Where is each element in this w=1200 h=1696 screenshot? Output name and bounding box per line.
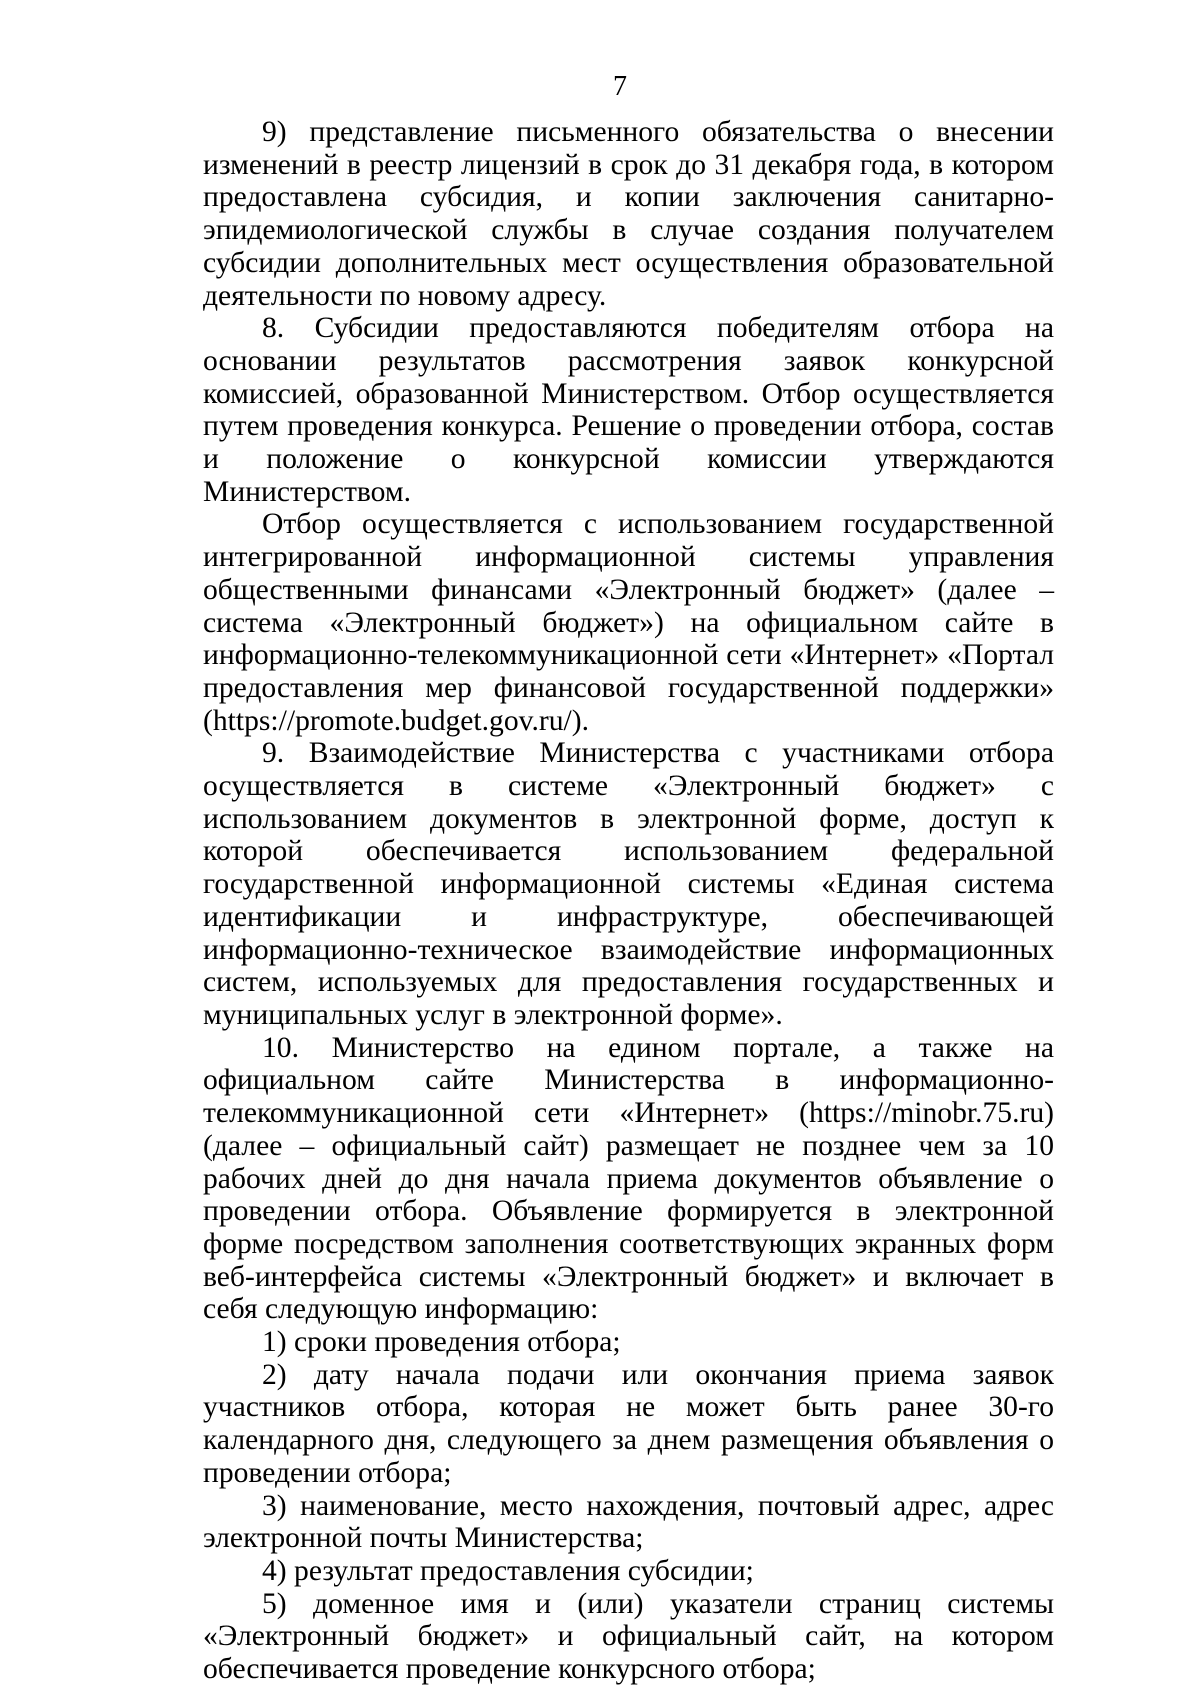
paragraph-item-9-commitment: 9) представление письменного обязательства о внесении изменений в реестр лицензий в срок до 31 декабря года, в котором предоставлена субсидия, и копии заключения санитарно-эпидемиологической службы в случае создания получателем субсидии дополнительных мест осуществления образовательной деятельности по новому адресу.: [203, 116, 1054, 312]
paragraph-selection-system: Отбор осуществляется с использованием государственной интегрированной информационной системы управления общественными финансами «Электронный бюджет» (далее – система «Электронный бюджет») на официальном сайте в информационно-телекоммуникационной сети «Интернет» «Портал предоставления мер финансовой государственной поддержки» (https://promote.budget.gov.ru/).: [203, 508, 1054, 737]
list-item-1: 1) сроки проведения отбора;: [262, 1326, 621, 1359]
list-item-5: 5) доменное имя и (или) указатели страниц системы «Электронный бюджет» и официальный сайт, на котором обеспечивается проведение конкурсного отбора;: [203, 1587, 1054, 1686]
list-item-3: 3) наименование, место нахождения, почтовый адрес, адрес электронной почты Министерства;: [203, 1489, 1054, 1555]
list-item-4: 4) результат предоставления субсидии;: [262, 1554, 754, 1587]
paragraph-section-10: 10. Министерство на едином портале, а также на официальном сайте Министерства в информационно-телекоммуникационной сети «Интернет» (https://minobr.75.ru) (далее – официальный сайт) размещает не позднее чем за 10 рабочих дней до дня начала приема документов объявление о проведении отбора. Объявление формируется в электронной форме посредством заполнения соответствующих экранных форм веб-интерфейса системы «Электронный бюджет» и включает в себя следующую информацию:: [203, 1031, 1054, 1326]
document-body: [203, 116, 1054, 1686]
paragraph-section-9: 9. Взаимодействие Министерства с участниками отбора осуществляется в системе «Электронный бюджет» с использованием документов в электронной форме, доступ к которой обеспечивается использованием федеральной государственной информационной системы «Единая система идентификации и инфраструктуре, обеспечивающей информационно-техническое взаимодействие информационных систем, используемых для предоставления государственных и муниципальных услуг в электронной форме».: [203, 737, 1054, 1031]
page-number: 7: [613, 71, 627, 102]
paragraph-section-8: 8. Субсидии предоставляются победителям отбора на основании результатов рассмотрения заявок конкурсной комиссией, образованной Министерством. Отбор осуществляется путем проведения конкурса. Решение о проведении отбора, состав и положение о конкурсной комиссии утверждаются Министерством.: [203, 312, 1054, 508]
list-item-2: 2) дату начала подачи или окончания приема заявок участников отбора, которая не может быть ранее 30-го календарного дня, следующего за днем размещения объявления о проведении отбора;: [203, 1358, 1054, 1489]
